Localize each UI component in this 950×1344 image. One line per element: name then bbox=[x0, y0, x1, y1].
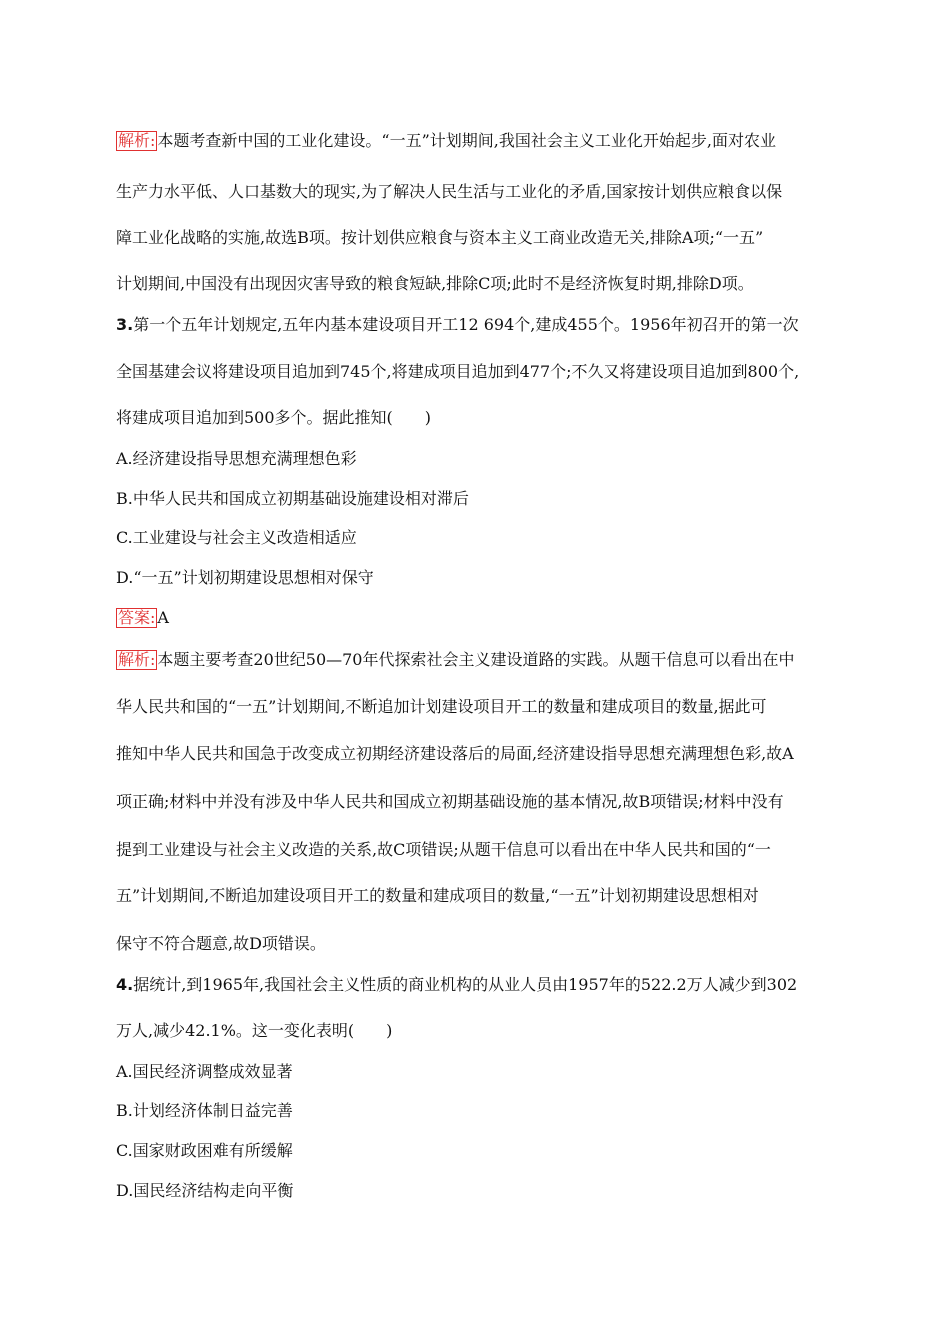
q3-analysis-line-5: 提到工业建设与社会主义改造的关系,故C项错误;从题干信息可以看出在中华人民共和国的“一 bbox=[116, 840, 771, 859]
q3-analysis-line-4: 项正确;材料中并没有涉及中华人民共和国成立初期基础设施的基本情况,故B项错误;材料中没有 bbox=[116, 792, 784, 811]
q4-option-c: C.国家财政困难有所缓解 bbox=[116, 1141, 293, 1160]
q3-stem-text: 第一个五年计划规定,五年内基本建设项目开工12 694个,建成455个。1956年初召开的第一次 bbox=[133, 315, 799, 334]
q3-option-a: A.经济建设指导思想充满理想色彩 bbox=[116, 449, 357, 468]
q2-analysis-text: 本题考查新中国的工业化建设。“一五”计划期间,我国社会主义工业化开始起步,面对农业 bbox=[157, 131, 776, 150]
q4-stem-line-1 bbox=[116, 975, 797, 995]
q3-analysis-line-7: 保守不符合题意,故D项错误。 bbox=[116, 934, 326, 953]
q4-option-d: D.国民经济结构走向平衡 bbox=[116, 1181, 294, 1200]
q3-answer: A bbox=[157, 608, 169, 627]
q3-option-d: D.“一五”计划初期建设思想相对保守 bbox=[116, 568, 374, 587]
q4-option-b: B.计划经济体制日益完善 bbox=[116, 1101, 293, 1120]
q3-analysis-text: 本题主要考查20世纪50—70年代探索社会主义建设道路的实践。从题干信息可以看出在中 bbox=[157, 650, 795, 669]
q3-answer-line bbox=[116, 608, 169, 628]
q2-analysis-line-1 bbox=[116, 131, 776, 151]
q3-stem-line-3: 将建成项目追加到500多个。据此推知( ) bbox=[116, 408, 432, 427]
q3-stem-line-1 bbox=[116, 315, 799, 335]
q4-option-a: A.国民经济调整成效显著 bbox=[116, 1062, 293, 1081]
analysis-tag: 解析: bbox=[118, 650, 156, 669]
q3-analysis-line-1 bbox=[116, 650, 795, 670]
q2-analysis-line-4: 计划期间,中国没有出现因灾害导致的粮食短缺,排除C项;此时不是经济恢复时期,排除D项。 bbox=[116, 274, 754, 293]
q4-stem-line-2: 万人,减少42.1%。这一变化表明( ) bbox=[116, 1021, 393, 1040]
answer-tag: 答案: bbox=[118, 608, 156, 627]
q3-option-b: B.中华人民共和国成立初期基础设施建设相对滞后 bbox=[116, 489, 469, 508]
q4-number: 4. bbox=[116, 975, 134, 994]
q2-analysis-line-2: 生产力水平低、人口基数大的现实,为了解决人民生活与工业化的矛盾,国家按计划供应粮食以保 bbox=[116, 182, 783, 201]
q3-analysis-line-2: 华人民共和国的“一五”计划期间,不断追加计划建设项目开工的数量和建成项目的数量,据此可 bbox=[116, 697, 767, 716]
q3-analysis-line-3: 推知中华人民共和国急于改变成立初期经济建设落后的局面,经济建设指导思想充满理想色彩,故A bbox=[116, 744, 794, 763]
q3-number: 3. bbox=[116, 315, 134, 334]
q3-option-c: C.工业建设与社会主义改造相适应 bbox=[116, 528, 357, 547]
q3-analysis-line-6: 五”计划期间,不断追加建设项目开工的数量和建成项目的数量,“一五”计划初期建设思想相对 bbox=[116, 886, 759, 905]
q2-analysis-line-3: 障工业化战略的实施,故选B项。按计划供应粮食与资本主义工商业改造无关,排除A项;“一五” bbox=[116, 228, 764, 247]
q4-stem-text: 据统计,到1965年,我国社会主义性质的商业机构的从业人员由1957年的522.2万人减少到302 bbox=[133, 975, 798, 994]
q3-stem-line-2: 全国基建会议将建设项目追加到745个,将建成项目追加到477个;不久又将建设项目追加到800个, bbox=[116, 362, 800, 381]
analysis-tag: 解析: bbox=[118, 131, 156, 150]
